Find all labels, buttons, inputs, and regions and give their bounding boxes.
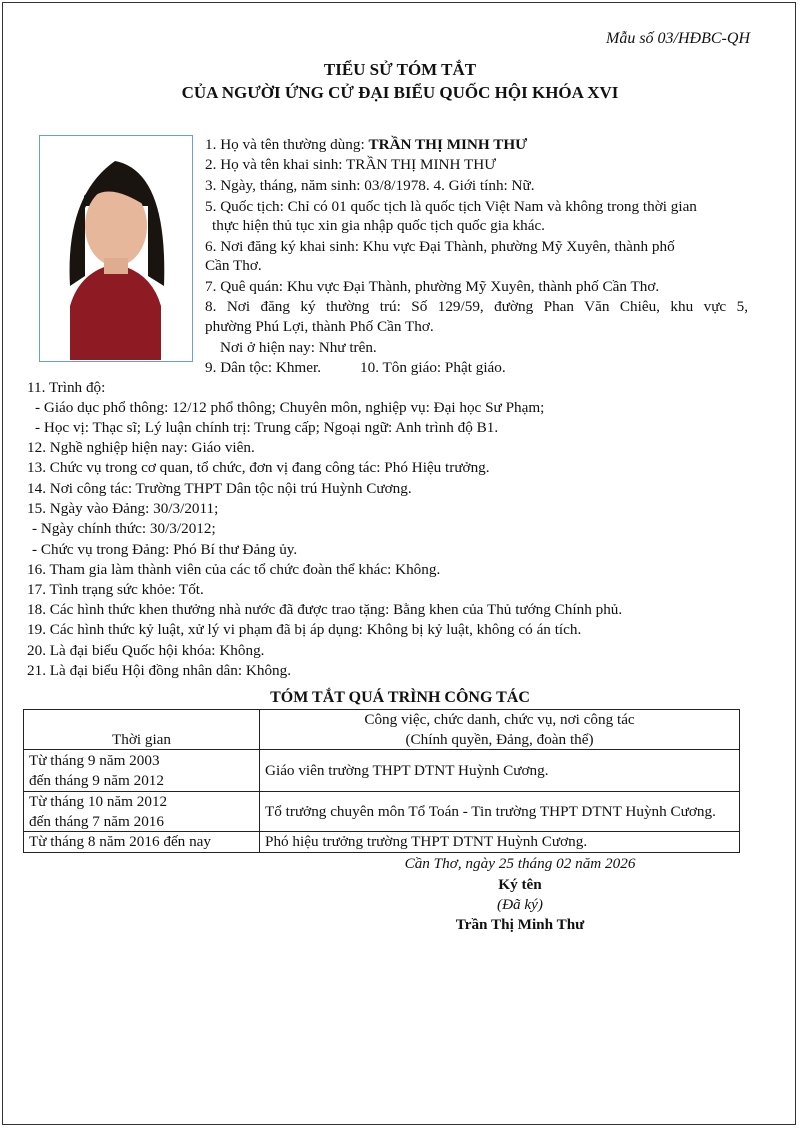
field-education-general: - Giáo dục phổ thông: 12/12 phổ thông; Chuyên môn, nghiệp vụ: Đại học Sư Phạm; <box>35 399 545 416</box>
header-description: Công việc, chức danh, chức vụ, nơi công tác <box>364 711 635 728</box>
row-description: Phó hiệu trưởng trường THPT DTNT Huỳnh Cương. <box>260 832 740 853</box>
field-party-join-date: 15. Ngày vào Đảng: 30/3/2011; <box>27 500 219 517</box>
candidate-photo <box>39 135 193 362</box>
field-nationality-cont: thực hiện thủ tục xin gia nhập quốc tịch quốc gia khác. <box>212 217 545 234</box>
field-peoples-council: 21. Là đại biểu Hội đồng nhân dân: Không. <box>27 662 292 679</box>
field-hometown: 7. Quê quán: Khu vực Đại Thành, phường Mỹ Xuyên, thành phố Cần Thơ. <box>205 278 660 295</box>
field-workplace: 14. Nơi công tác: Trường THPT Dân tộc nội trú Huỳnh Cương. <box>27 480 412 497</box>
row-description: Giáo viên trường THPT DTNT Huỳnh Cương. <box>260 750 740 792</box>
table-row <box>24 832 740 853</box>
field-residence: 8. Nơi đăng ký thường trú: Số 129/59, đường Phan Văn Chiêu, khu vực 5, <box>205 298 748 315</box>
field-common-name-label: 1. Họ và tên thường dùng: <box>205 136 369 153</box>
field-residence-cont: phường Phú Lợi, thành Phố Cần Thơ. <box>205 318 434 335</box>
row-time-to: đến tháng 7 năm 2016 <box>29 812 164 830</box>
row-time-from: Từ tháng 10 năm 2012 <box>29 793 168 810</box>
row-time-to: đến tháng 9 năm 2012 <box>29 771 164 789</box>
header-time: Thời gian <box>24 710 260 750</box>
signer-name: Trần Thị Minh Thư <box>455 916 585 933</box>
work-history-title: TÓM TẮT QUÁ TRÌNH CÔNG TÁC <box>270 689 530 706</box>
field-awards: 18. Các hình thức khen thưởng nhà nước đã được trao tặng: Bằng khen của Thủ tướng Chính phủ. <box>27 601 623 618</box>
field-ethnicity: 9. Dân tộc: Khmer. <box>205 359 321 376</box>
row-description: Tổ trưởng chuyên môn Tổ Toán - Tin trường THPT DTNT Huỳnh Cương. <box>260 792 740 832</box>
field-birth-registration-cont: Cần Thơ. <box>205 257 262 274</box>
document-title: TIỂU SỬ TÓM TẮT <box>323 60 477 79</box>
field-current-address: Nơi ở hiện nay: Như trên. <box>220 339 377 356</box>
field-organizations: 16. Tham gia làm thành viên của các tổ chức đoàn thể khác: Không. <box>27 561 441 578</box>
header-description-sub: (Chính quyền, Đảng, đoàn thể) <box>405 730 594 748</box>
table-row <box>24 792 740 832</box>
portrait-image <box>40 136 191 360</box>
row-time-from: Từ tháng 9 năm 2003 <box>29 752 160 769</box>
field-health: 17. Tình trạng sức khỏe: Tốt. <box>27 581 204 598</box>
field-religion: 10. Tôn giáo: Phật giáo. <box>360 359 506 376</box>
field-nationality: 5. Quốc tịch: Chỉ có 01 quốc tịch là quốc tịch Việt Nam và không trong thời gian <box>205 198 697 215</box>
field-common-name-value: TRẦN THỊ MINH THƯ <box>368 136 528 153</box>
field-party-position: - Chức vụ trong Đảng: Phó Bí thư Đảng ủy. <box>32 541 298 558</box>
field-birth-name: 2. Họ và tên khai sinh: TRẦN THỊ MINH THƯ <box>205 156 497 173</box>
table-row <box>24 750 740 792</box>
work-history-table <box>23 709 740 853</box>
field-education: 11. Trình độ: <box>27 379 106 396</box>
document-subtitle: CỦA NGƯỜI ỨNG CỬ ĐẠI BIỂU QUỐC HỘI KHÓA XVI <box>181 83 619 102</box>
field-education-degree: - Học vị: Thạc sĩ; Lý luận chính trị: Trung cấp; Ngoại ngữ: Anh trình độ B1. <box>35 419 499 436</box>
signature-label: Ký tên <box>498 876 542 893</box>
field-dob-gender: 3. Ngày, tháng, năm sinh: 03/8/1978. 4. Giới tính: Nữ. <box>205 177 535 194</box>
field-discipline: 19. Các hình thức kỷ luật, xử lý vi phạm đã bị áp dụng: Không bị kỷ luật, không có án tích. <box>27 621 582 638</box>
field-national-assembly: 20. Là đại biểu Quốc hội khóa: Không. <box>27 642 265 659</box>
signed-note: (Đã ký) <box>497 896 543 913</box>
table-header-row <box>24 710 740 750</box>
field-occupation: 12. Nghề nghiệp hiện nay: Giáo viên. <box>27 439 255 456</box>
field-party-official-date: - Ngày chính thức: 30/3/2012; <box>32 520 216 537</box>
field-birth-registration: 6. Nơi đăng ký khai sinh: Khu vực Đại Thành, phường Mỹ Xuyên, thành phố <box>205 238 675 255</box>
field-position: 13. Chức vụ trong cơ quan, tổ chức, đơn vị đang công tác: Phó Hiệu trưởng. <box>27 459 490 476</box>
form-number: Mẫu số 03/HĐBC-QH <box>606 30 750 47</box>
place-date: Cần Thơ, ngày 25 tháng 02 năm 2026 <box>404 855 636 872</box>
row-time-from: Từ tháng 8 năm 2016 đến nay <box>24 832 260 853</box>
